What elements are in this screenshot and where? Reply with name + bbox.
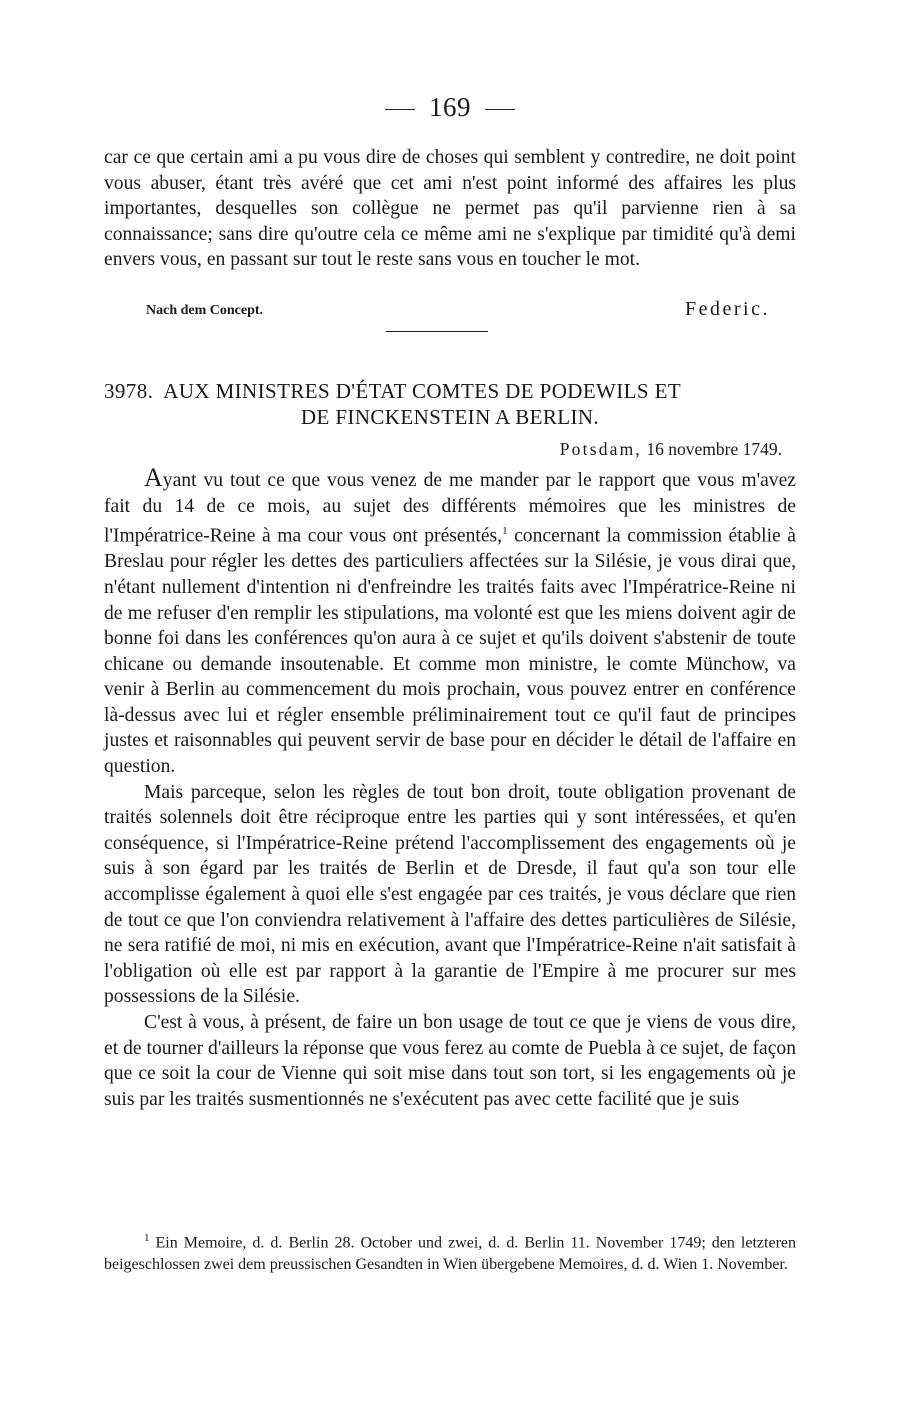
page-header [0,92,900,126]
previous-letter-text: car ce que certain ami a pu vous dire de choses qui semblent y contredire, ne doit point vous abuser, étant très avéré que cet ami n'est point informé des affaires les plus importantes, desquelles son collègue ne permet pas qu'il parvienne rien à sa connaissance; sans dire qu'outre cela ce même ami ne s'explique par timidité qu'à demi envers vous, en passant sur tout le reste sans vous en toucher le mot. [104,147,796,271]
letter-heading [104,378,796,430]
footnote-mark: 1 [144,1232,150,1244]
previous-letter-ending [104,145,796,273]
letter-title-line2: DE FINCKENSTEIN A BERLIN. [300,405,600,429]
signature: Federic. [685,298,770,320]
date: 16 novembre 1749. [646,439,782,459]
footnote-text: Ein Memoire, d. d. Berlin 28. October und zwei, d. d. Berlin 11. November 1749; den letzteren beigeschlossen zwei dem preussischen Gesandten in Wien übergebene Memoires, d. d. Wien 1. November. [104,1234,796,1273]
letter-title-line1: AUX MINISTRES D'ÉTAT COMTES DE PODEWILS ET [163,379,682,403]
header-dash-left [385,109,415,110]
paragraph-1-continued: concernant la commission établie à Breslau pour régler les dettes des particuliers affectées sur la Silésie, je vous dirai que, n'étant nullement d'intention ni d'enfreindre les traités faits avec l'Impératrice-Reine ni de me refuser d'en remplir les stipulations, ma volonté est que les miens doivent agir de bonne foi dans les conférences qu'on aura à ce sujet et qu'ils doivent s'abstenir de toute chicane ou demande insoutenable. Et comme mon ministre, le comte Münchow, va venir à Berlin au commencement du mois prochain, vous pouvez entrer en conférence là-dessus avec lui et régler ensemble préliminairement tout ce qu'il faut de principes justes et raisonnables qui peuvent servir de base pour en décider le détail de l'affaire en question. [104,525,796,778]
signature-row [104,300,770,324]
date-place: Potsdam, [559,439,643,459]
source-note: Nach dem Concept. [146,303,264,318]
initial-letter: A [144,463,163,492]
paragraph-2: Mais parceque, selon les règles de tout bon droit, toute obligation provenant de traités solennels doit être réciproque entre les parties qui y sont intéressées, et qu'en conséquence, si l'Impératrice-Reine prétend l'accomplissement des engagements où je suis à son égard par les traités de Berlin et de Dresde, il faut qu'a son tour elle accomplisse également à quoi elle s'est engagée par ces traités, je vous déclare que rien de tout ce que l'on conviendra relativement à l'affaire des dettes particulières de Silésie, ne sera ratifié de moi, ni mis en exécution, avant que l'Impératrice-Reine n'ait satisfait à l'obligation où elle est par rapport à la garantie de l'Empire à me procurer sur mes possessions de la Silésie. [104,781,796,1008]
page-number: 169 [429,92,471,122]
dateline [560,439,782,460]
section-divider [386,331,488,332]
letter-body [104,465,796,1112]
paragraph-1 [104,465,796,780]
letter-number: 3978. [104,379,154,403]
footnote-reference[interactable]: 1 [502,525,508,538]
footnote [104,1228,796,1275]
paragraph-1-text: yant vu tout ce que vous venez de me mander par le rapport que vous m'avez fait du 14 de ce mois, au sujet des différents mémoires que les ministres de l'Impératrice-Reine à ma cour vous ont présentés, [104,470,796,547]
header-dash-right [485,109,515,110]
paragraph-3: C'est à vous, à présent, de faire un bon usage de tout ce que je viens de vous dire, et de tourner d'ailleurs la réponse que vous ferez au comte de Puebla à ce sujet, de façon que ce soit la cour de Vienne qui soit mise dans tout son tort, si les engagements où je suis par les traités susmentionnés ne s'exécutent pas avec cette facilité que je suis [104,1012,796,1110]
